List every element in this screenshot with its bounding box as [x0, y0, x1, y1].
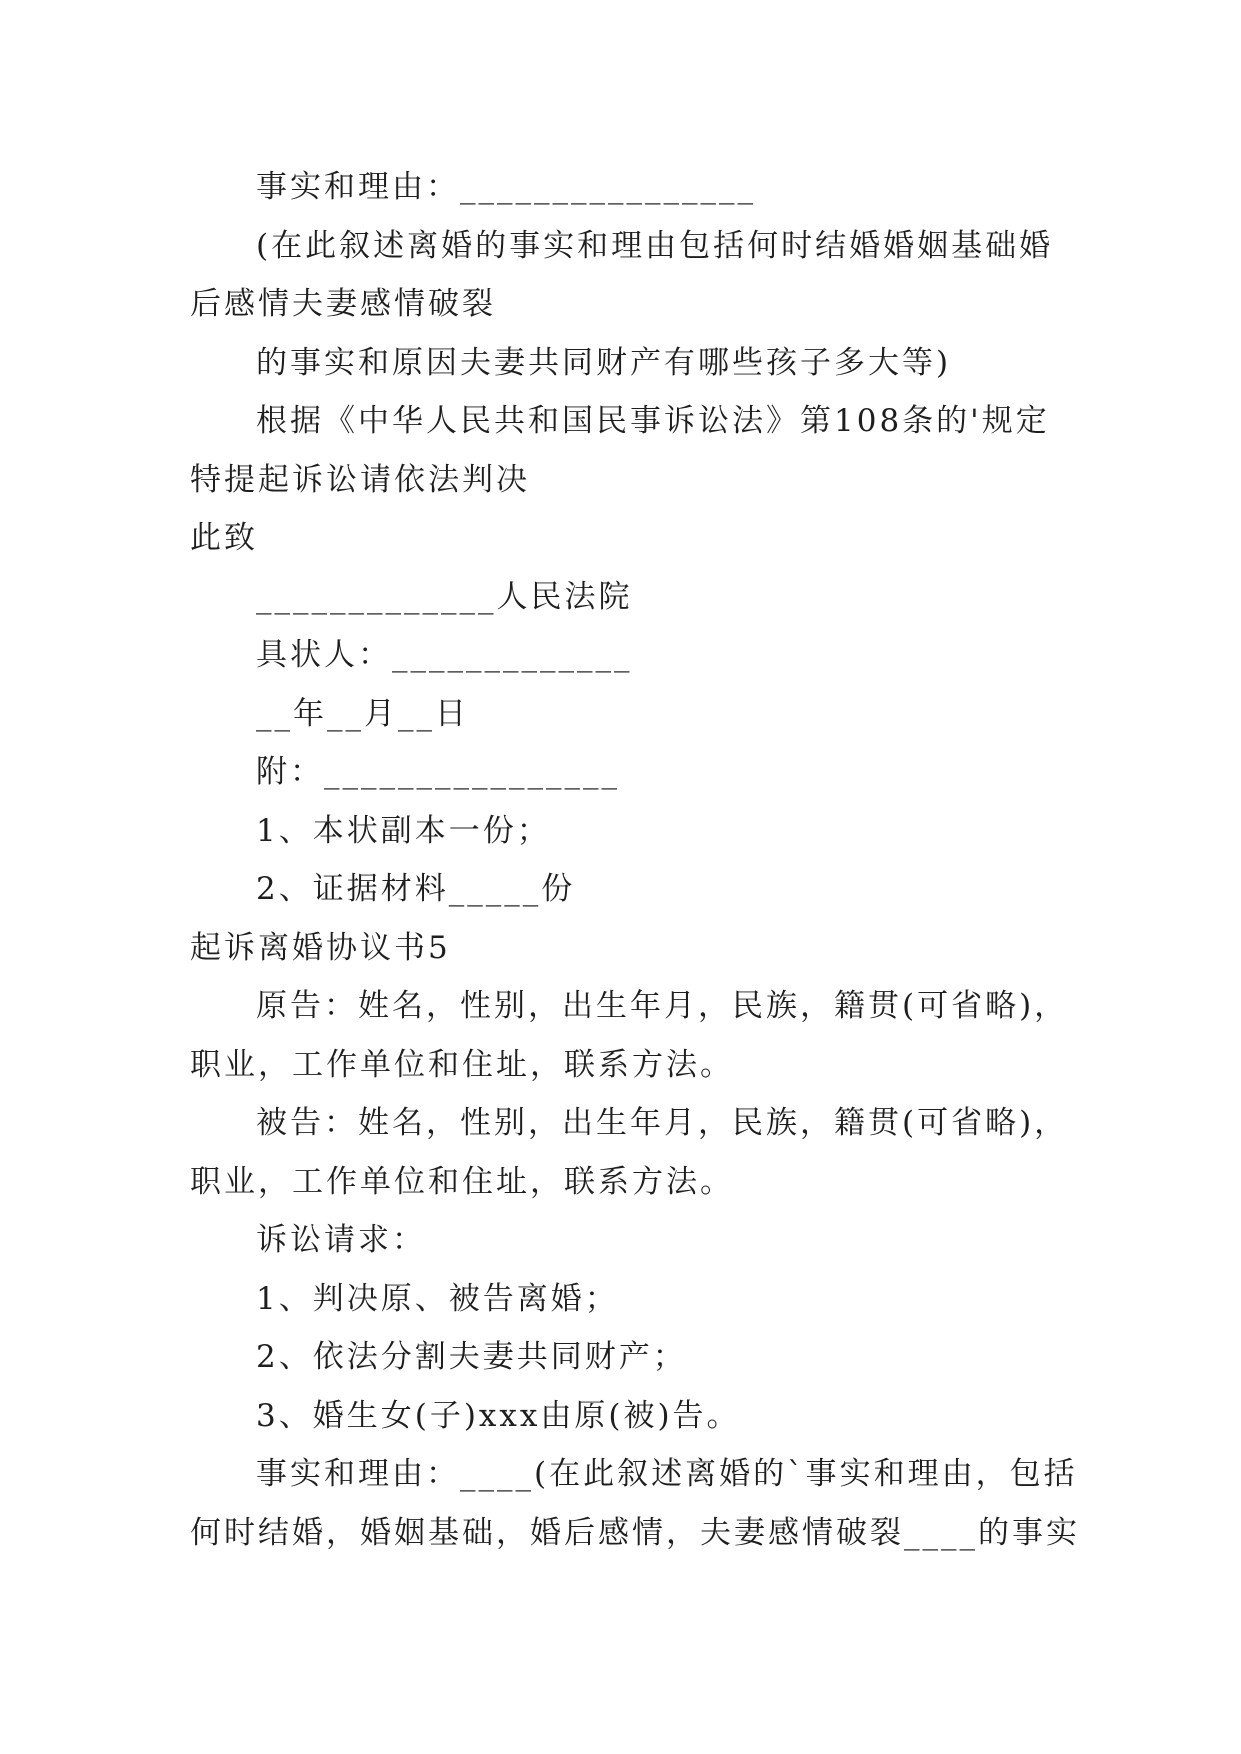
text-line: 职业，工作单位和住址，联系方法。: [190, 1163, 734, 1200]
text-line: 此致: [190, 520, 258, 556]
text-line: 事实和理由：________________: [256, 169, 756, 205]
text-line: 根据《中华人民共和国民事诉讼法》第108条的'规定: [256, 403, 1050, 439]
text-line: 事实和理由：____(在此叙述离婚的`事实和理由，包括: [256, 1456, 1078, 1492]
text-line: 具状人：_____________: [256, 637, 633, 673]
text-line: 附：________________: [256, 754, 620, 790]
text-line: 诉讼请求：: [256, 1222, 426, 1258]
section-title: 起诉离婚协议书5: [190, 929, 451, 966]
text-line: 2、证据材料_____份: [256, 871, 576, 907]
text-line: __年__月__日: [256, 695, 469, 732]
text-line: 3、婚生女(子)xxx由原(被)告。: [256, 1397, 741, 1434]
text-line: 原告：姓名，性别，出生年月，民族，籍贯(可省略)，: [256, 988, 1069, 1024]
text-line: 何时结婚，婚姻基础，婚后感情，夫妻感情破裂____的事实: [190, 1514, 1080, 1551]
text-line: 职业，工作单位和住址，联系方法。: [190, 1046, 734, 1083]
text-line: 的事实和原因夫妻共同财产有哪些孩子多大等): [256, 344, 952, 381]
text-line: _____________人民法院: [256, 578, 633, 615]
text-line: 1、判决原、被告离婚；: [256, 1280, 619, 1317]
text-line: 被告：姓名，性别，出生年月，民族，籍贯(可省略)，: [256, 1105, 1069, 1141]
text-line: (在此叙述离婚的事实和理由包括何时结婚婚姻基础婚: [256, 227, 1054, 264]
document-page: [190, 158, 1080, 1562]
text-line: 后感情夫妻感情破裂: [190, 286, 496, 322]
text-line: 特提起诉讼请依法判决: [190, 461, 530, 498]
text-line: 2、依法分割夫妻共同财产；: [256, 1339, 687, 1375]
text-line: 1、本状副本一份；: [256, 812, 551, 849]
